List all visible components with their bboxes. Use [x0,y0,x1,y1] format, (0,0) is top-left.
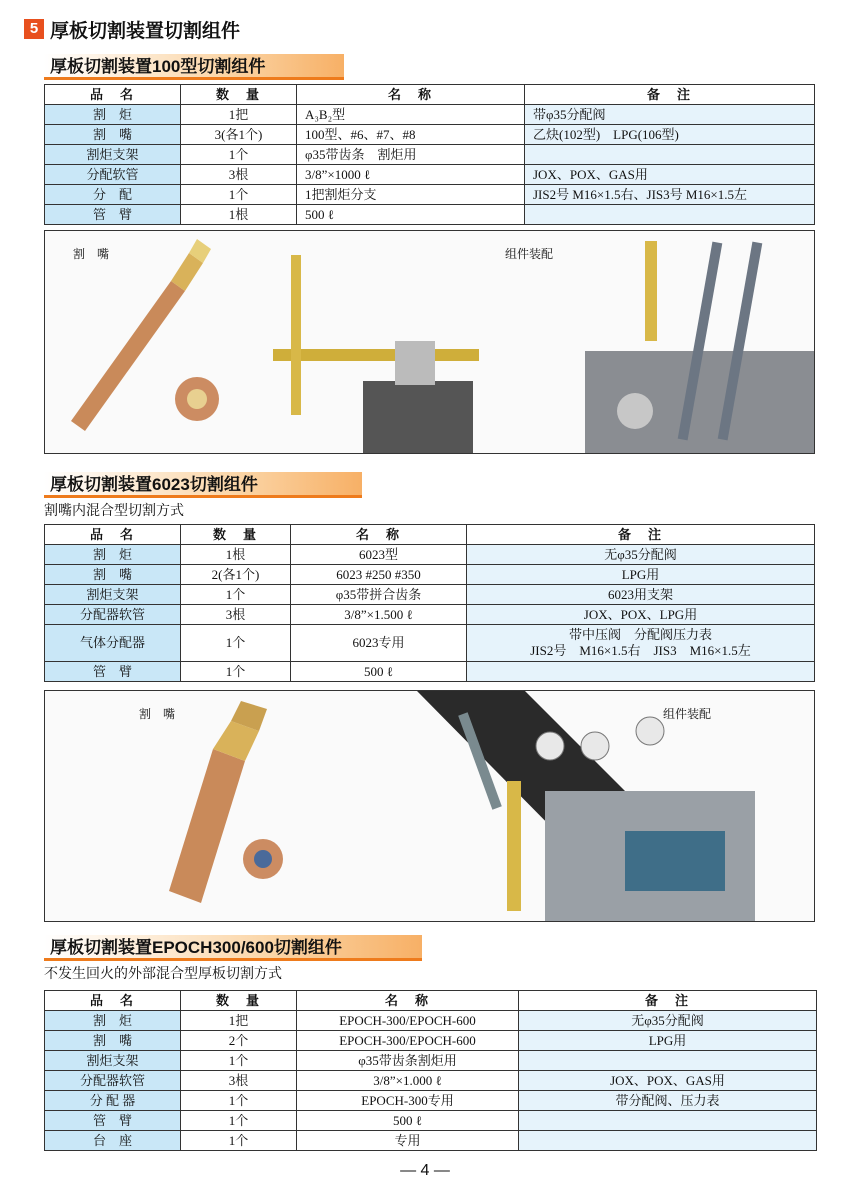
header-name: 品 名 [45,85,181,105]
page-number: — 4 — [400,1162,450,1179]
header-note: 备 注 [525,85,815,105]
header-name: 品 名 [45,991,181,1011]
header-qty: 数 量 [181,85,297,105]
table-header-row [45,85,815,105]
cell-spec: 3/8”×1.500 ℓ [291,605,467,625]
cell-qty: 1个 [181,185,297,205]
cell-name: 分配器软管 [45,1071,181,1091]
cell-note: 带φ35分配阀 [525,105,815,125]
section-title: 厚板切割装置切割组件 [50,20,241,42]
cell-qty: 1个 [181,1051,297,1071]
cell-note: 带分配阀、压力表 [519,1091,817,1111]
cell-note: JIS2号 M16×1.5右、JIS3号 M16×1.5左 [525,185,815,205]
cell-note: 乙炔(102型) LPG(106型) [525,125,815,145]
cell-spec: EPOCH-300/EPOCH-600 [297,1031,519,1051]
photo-label-nozzle: 割 嘴 [139,707,176,721]
cell-spec: 500 ℓ [291,662,467,682]
cell-qty: 2(各1个) [181,565,291,585]
cell-spec: A₃B₂型 [297,105,525,125]
cell-qty: 1个 [181,1111,297,1131]
cell-spec: 100型、#6、#7、#8 [297,125,525,145]
block1-photo-illustration [45,231,814,453]
cell-note [519,1051,817,1071]
cell-name: 分 配 [45,185,181,205]
photo-label-assembly: 组件装配 [505,247,554,261]
header-qty: 数 量 [181,991,297,1011]
block2-table [44,524,815,682]
block2-description: 割嘴内混合型切割方式 [44,504,184,519]
block2-photo-illustration [45,691,814,921]
cell-note: LPG用 [519,1031,817,1051]
header-spec: 名 称 [291,525,467,545]
header-note: 备 注 [467,525,815,545]
cell-qty: 3根 [181,165,297,185]
cell-qty: 3(各1个) [181,125,297,145]
nozzle-tip-image [175,377,219,421]
block2-photo-panel [44,690,815,922]
table-row [45,1091,817,1111]
cell-spec: 3/8”×1000 ℓ [297,165,525,185]
cell-qty: 2个 [181,1031,297,1051]
cell-qty: 1个 [181,1091,297,1111]
table-header-row [45,525,815,545]
cell-note [467,662,815,682]
cell-spec: φ35带拼合齿条 [291,585,467,605]
cell-qty: 3根 [181,1071,297,1091]
table-row [45,565,815,585]
table-row [45,1011,817,1031]
photo-label-nozzle: 割 嘴 [73,247,110,261]
table-row [45,1111,817,1131]
cell-note [519,1111,817,1131]
assembly-image-right [585,241,814,453]
table-row [45,165,815,185]
table-header-row [45,991,817,1011]
nozzle-tip-image [243,839,283,879]
cell-note: 无φ35分配阀 [519,1011,817,1031]
cell-spec: 6023 #250 #350 [291,565,467,585]
cell-spec: 3/8”×1.000 ℓ [297,1071,519,1091]
cell-name: 管 臂 [45,205,181,225]
cell-note: LPG用 [467,565,815,585]
header-qty: 数 量 [181,525,291,545]
cell-note: JOX、POX、GAS用 [525,165,815,185]
cell-name: 管 臂 [45,662,181,682]
section-heading [24,16,240,42]
table-row [45,662,815,682]
cell-qty: 1根 [181,205,297,225]
cell-spec: 专用 [297,1131,519,1151]
assembly-image-left [273,255,479,453]
section-number: 5 [24,19,44,39]
cell-note: JOX、POX、LPG用 [467,605,815,625]
cell-qty: 1个 [181,1131,297,1151]
block3-title: 厚板切割装置EPOCH300/600切割组件 [44,935,422,961]
cell-note: 6023用支架 [467,585,815,605]
table-row [45,1051,817,1071]
cell-name: 分配软管 [45,165,181,185]
table-row [45,605,815,625]
block3-table [44,990,817,1151]
cell-qty: 1个 [181,145,297,165]
cell-qty: 1个 [181,585,291,605]
assembly-image [417,691,755,921]
cell-name: 管 臂 [45,1111,181,1131]
cell-qty: 1把 [181,1011,297,1031]
block1-title: 厚板切割装置100型切割组件 [44,54,344,80]
table-row [45,625,815,662]
header-spec: 名 称 [297,85,525,105]
cell-spec: 6023型 [291,545,467,565]
cell-spec: 1把割炬分支 [297,185,525,205]
cell-spec: EPOCH-300/EPOCH-600 [297,1011,519,1031]
table-row [45,125,815,145]
cell-spec: φ35带齿条割炬用 [297,1051,519,1071]
cell-spec: 6023专用 [291,625,467,662]
cell-spec: 500 ℓ [297,205,525,225]
cell-note: JOX、POX、GAS用 [519,1071,817,1091]
table-row [45,1031,817,1051]
table-row [45,545,815,565]
cell-note: 无φ35分配阀 [467,545,815,565]
table-row [45,585,815,605]
cell-name: 分 配 器 [45,1091,181,1111]
block3-description: 不发生回火的外部混合型厚板切割方式 [44,967,282,982]
table-row [45,145,815,165]
cell-name: 割 嘴 [45,565,181,585]
cell-name: 气体分配器 [45,625,181,662]
cell-name: 割 嘴 [45,125,181,145]
table-row [45,185,815,205]
cell-note [519,1131,817,1151]
cell-qty: 3根 [181,605,291,625]
cell-qty: 1个 [181,625,291,662]
cell-name: 割炬支架 [45,145,181,165]
cell-name: 台 座 [45,1131,181,1151]
cell-name: 割 炬 [45,1011,181,1031]
block2-title: 厚板切割装置6023切割组件 [44,472,362,498]
cell-spec: 500 ℓ [297,1111,519,1131]
block1-photo-panel [44,230,815,454]
table-row [45,1071,817,1091]
table-row [45,205,815,225]
table-row [45,105,815,125]
cell-note [525,145,815,165]
cell-name: 割 炬 [45,545,181,565]
photo-label-assembly: 组件装配 [663,707,712,721]
header-note: 备 注 [519,991,817,1011]
cell-qty: 1把 [181,105,297,125]
cell-name: 割炬支架 [45,1051,181,1071]
cell-qty: 1个 [181,662,291,682]
cell-name: 割 嘴 [45,1031,181,1051]
cell-spec: EPOCH-300专用 [297,1091,519,1111]
header-spec: 名 称 [297,991,519,1011]
cell-name: 割 炬 [45,105,181,125]
cell-qty: 1根 [181,545,291,565]
table-row [45,1131,817,1151]
cell-name: 分配器软管 [45,605,181,625]
cell-name: 割炬支架 [45,585,181,605]
cell-note [525,205,815,225]
cell-spec: φ35带齿条 割炬用 [297,145,525,165]
cell-note: 带中压阀 分配阀压力表 JIS2号 M16×1.5右 JIS3 M16×1.5左 [467,625,815,662]
block1-table [44,84,815,225]
header-name: 品 名 [45,525,181,545]
